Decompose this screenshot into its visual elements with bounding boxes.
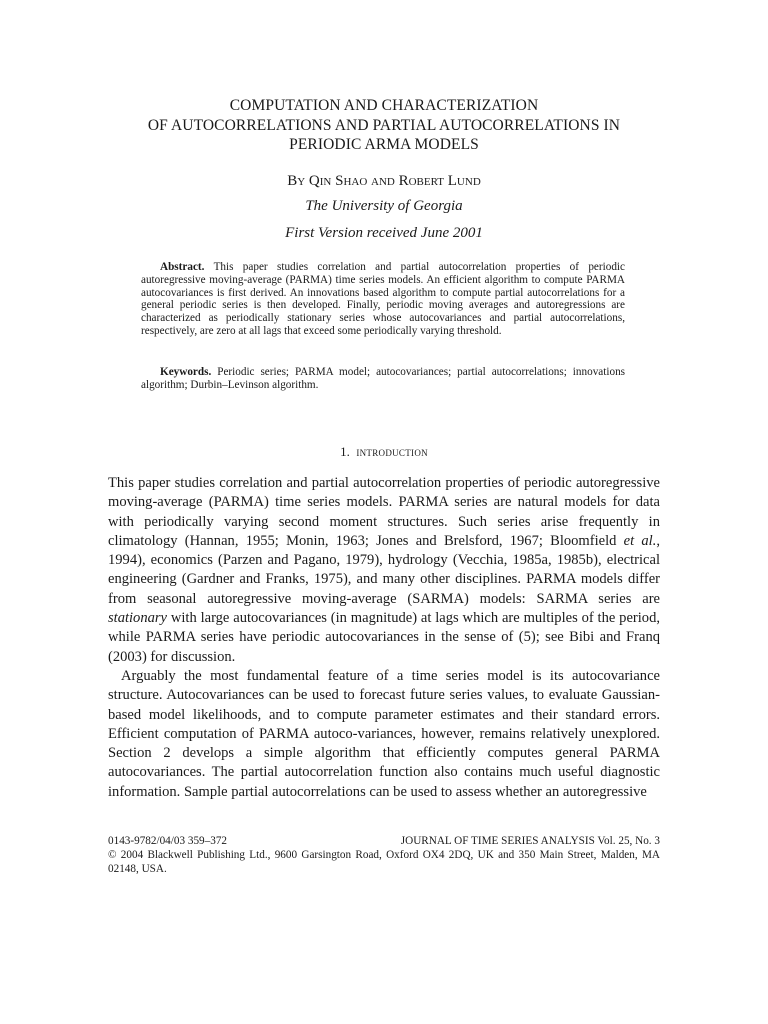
footer-issn: 0143-9782/04/03 359–372 (108, 835, 228, 847)
received-date: First Version received June 2001 (285, 225, 483, 241)
footer-line (108, 835, 660, 849)
affiliation: The University of Georgia (305, 198, 463, 214)
title-line-2: OF AUTOCORRELATIONS AND PARTIAL AUTOCORRELATIONS IN (147, 116, 621, 134)
section-number: 1. (340, 444, 350, 459)
abstract (141, 261, 625, 338)
section-title: introduction (356, 444, 428, 459)
paragraph-1-text-a: This paper studies correlation and partial autocorrelation properties of periodic autoregressive moving-average (PARMA) time series models. PARMA series are natural models for data with periodically varying second moment structures. Such series arise frequently in climatology (Hannan, 1955; Monin, 1963; Jones and Brelsford, 1967; Bloomfield (108, 475, 660, 549)
author-line: By Qin Shao and Robert Lund (287, 173, 481, 189)
paragraph-1-italic-a: et al. (623, 532, 657, 549)
section-heading (0, 444, 768, 460)
paragraph-1-italic-b: stationary (108, 610, 167, 627)
keywords-text: Periodic series; PARMA model; autocovariances; partial autocorrelations; innovations algorithm; Durbin–Levinson algorithm. (141, 366, 626, 391)
abstract-label: Abstract. (160, 261, 205, 273)
body-paragraph-1 (108, 474, 660, 667)
body-paragraph-2: Arguably the most fundamental feature of a time series model is its autocovariance structure. Autocovariances can be used to forecast future series values, to evaluate Gaussian-based model likelihoods, and to compute parameter estimates and their standard errors. Efficient computation of PARMA autoco-variances, however, remains relatively unexplored. Section 2 develops a simple algorithm that efficiently computes general PARMA autocovariances. The partial autocorrelation function also contains much useful diagnostic information. Sample partial autocorrelations can be used to assess whether an autoregressive (108, 667, 660, 800)
title-line-3: PERIODIC ARMA MODELS (289, 136, 479, 153)
abstract-text: This paper studies correlation and partial autocorrelation properties of periodic autoregressive moving-average (PARMA) time series models. An efficient algorithm to compute PARMA autocovariances is first derived. An innovations based algorithm to compute partial autocorrelations for a general periodic series is then developed. Finally, periodic moving averages and autoregressions are characterized as periodically stationary series whose autocovariances and partial autocorrelations, respectively, are zero at all lags that exceed some periodically varying threshold. (141, 261, 625, 337)
footer-copyright: © 2004 Blackwell Publishing Ltd., 9600 Garsington Road, Oxford OX4 2DQ, UK and 350 Main Street, Malden, MA 02148, USA. (108, 848, 660, 875)
footer-journal: JOURNAL OF TIME SERIES ANALYSIS Vol. 25, No. 3 (400, 835, 660, 847)
paragraph-1-text-c: with large autocovariances (in magnitude) at lags which are multiples of the period, while PARMA series have periodic autocovariances in the sense of (5); see Bibi and Franq (2003) for discussion. (108, 610, 660, 665)
body-text (108, 474, 660, 802)
keywords-label: Keywords. (160, 366, 212, 378)
paper-title (0, 96, 768, 155)
keywords (141, 366, 625, 392)
page-footer (108, 835, 660, 876)
paragraph-1-text-b: , 1994), economics (Parzen and Pagano, 1979), hydrology (Vecchia, 1985a, 1985b), electrical engineering (Gardner and Franks, 1975), and many other disciplines. PARMA models differ from seasonal autoregressive moving-average (SARMA) models: SARMA series are (108, 532, 660, 607)
title-line-1: COMPUTATION AND CHARACTERIZATION (229, 97, 539, 114)
